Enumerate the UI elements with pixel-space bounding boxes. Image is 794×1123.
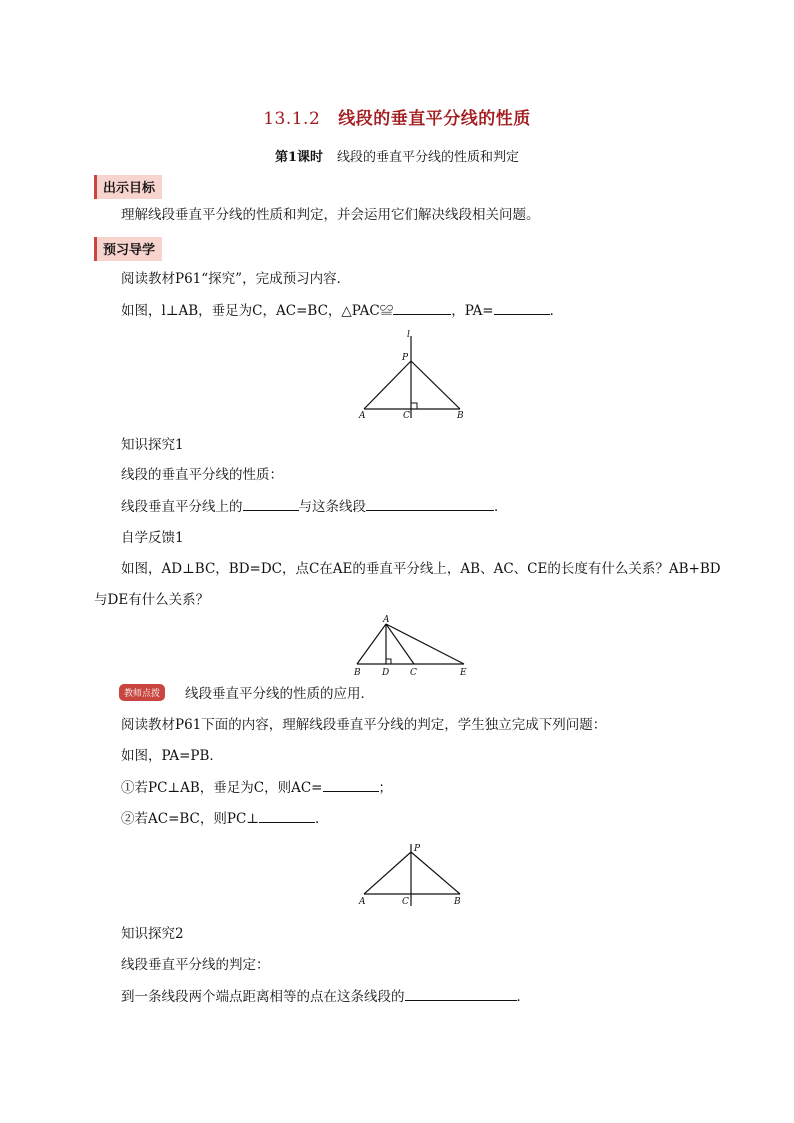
lesson-topic: 线段的垂直平分线的性质和判定 — [337, 150, 520, 165]
segment-ac — [386, 624, 414, 664]
explore1-heading: 知识探究1 — [121, 437, 184, 453]
section-number: 13.1.2 — [263, 109, 321, 129]
label-d: D — [382, 668, 390, 678]
feedback1-question-line2: 与DE有什么关系？ — [94, 592, 210, 608]
lesson-number: 第1课时 — [274, 150, 324, 165]
figure-3-diagram — [352, 838, 472, 910]
segment-pb — [411, 852, 460, 894]
right-angle-mark — [386, 659, 391, 664]
blank-pc-perpendicular[interactable] — [259, 809, 315, 823]
label-b: B — [457, 411, 464, 421]
feedback1-question-line1: 如图，AD⊥BC，BD=DC，点C在AE的垂直平分线上，AB、AC、CE的长度有什么关系？AB+BD — [121, 561, 721, 577]
label-a: A — [359, 411, 366, 421]
label-l: l — [407, 330, 410, 340]
blank-criterion[interactable] — [405, 987, 517, 1001]
segment-pb — [411, 361, 460, 409]
explore1-topic: 线段的垂直平分线的性质： — [121, 467, 283, 483]
blank-pa-equals[interactable] — [494, 301, 550, 315]
question-1: ①若PC⊥AB，垂足为C，则AC= ； — [121, 780, 392, 796]
preview-tag: 预习导学 — [94, 237, 162, 261]
label-a: A — [359, 897, 366, 907]
explore2-heading: 知识探究2 — [121, 926, 184, 942]
explore2-topic: 线段垂直平分线的判定： — [121, 957, 270, 973]
blank-ac-equals[interactable] — [323, 778, 379, 792]
label-a: A — [383, 615, 390, 625]
label-b: B — [354, 668, 361, 678]
label-c: C — [410, 668, 417, 678]
segment-ae — [386, 624, 464, 664]
goal-text: 理解线段垂直平分线的性质和判定，并会运用它们解决线段相关问题。 — [121, 207, 540, 223]
label-p: P — [402, 353, 409, 363]
teacher-guidance-text: 线段垂直平分线的性质的应用． — [185, 686, 374, 702]
teacher-badge: 教师点拨 — [119, 684, 165, 701]
lesson-subtitle — [0, 146, 794, 165]
label-p: P — [414, 844, 421, 854]
segment-pa — [364, 361, 411, 409]
goal-tag: 出示目标 — [94, 175, 162, 199]
figure-2-diagram — [352, 614, 472, 680]
figure3-prompt: 如图，PA=PB． — [121, 748, 223, 764]
feedback1-heading: 自学反馈1 — [121, 530, 184, 546]
label-b: B — [454, 897, 461, 907]
figure1-prompt: 如图，l⊥AB，垂足为C，AC=BC，△PAC≌ ，PA= ． — [121, 303, 564, 319]
label-c: C — [402, 897, 409, 907]
explore1-statement: 线段垂直平分线上的 与这条线段 ． — [121, 499, 508, 515]
section-title: 线段的垂直平分线的性质 — [338, 109, 531, 129]
segment-pa — [364, 852, 411, 894]
read-instruction-1: 阅读教材P61“探究”，完成预习内容． — [121, 271, 351, 287]
blank-congruent-triangle[interactable] — [393, 301, 451, 315]
figure-1-diagram — [352, 328, 472, 422]
blank-property-2[interactable] — [366, 497, 494, 511]
label-e: E — [460, 668, 467, 678]
segment-ab — [357, 624, 386, 664]
explore2-statement: 到一条线段两个端点距离相等的点在这条线段的 ． — [121, 989, 530, 1005]
label-c: C — [403, 411, 410, 421]
read-instruction-2: 阅读教材P61下面的内容，理解线段垂直平分线的判定，学生独立完成下列问题： — [121, 717, 607, 733]
blank-property-1[interactable] — [243, 497, 299, 511]
page-title — [0, 104, 794, 129]
question-2: ②若AC=BC，则PC⊥ ． — [121, 811, 329, 827]
right-angle-mark — [411, 403, 417, 409]
